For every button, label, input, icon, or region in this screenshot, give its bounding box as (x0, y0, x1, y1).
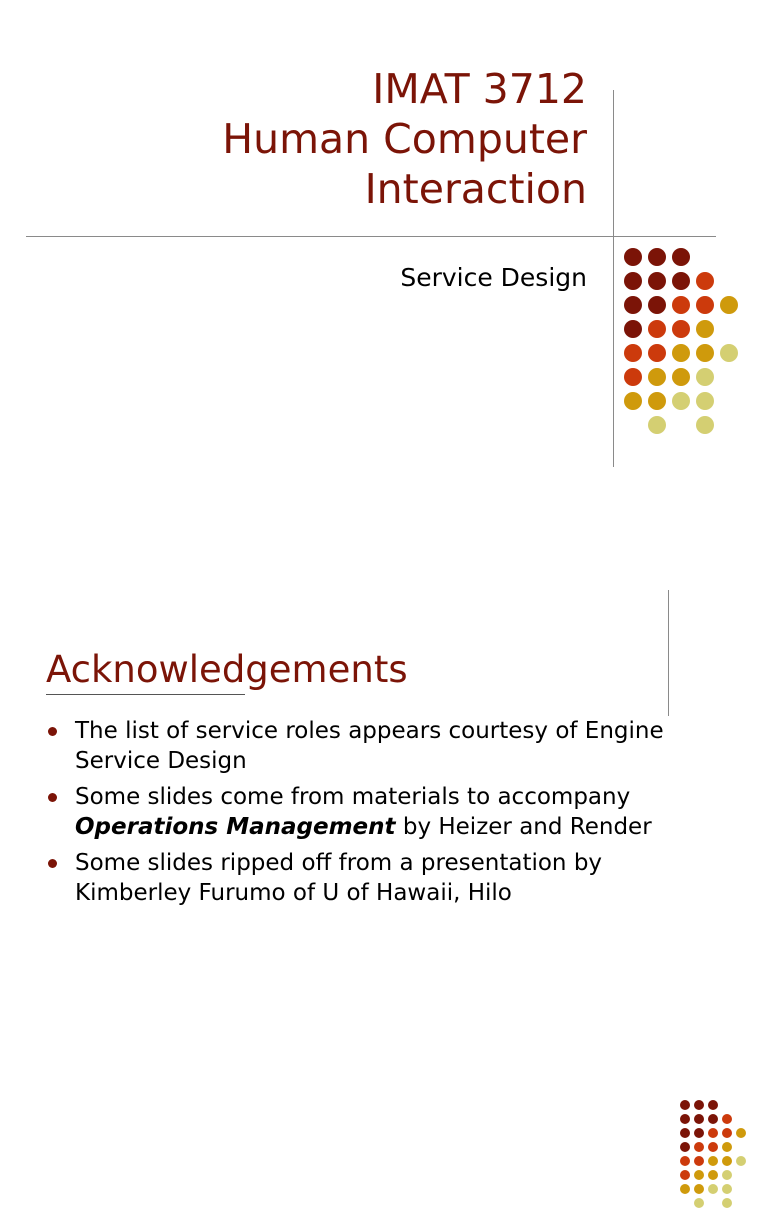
dot-grid-decoration (624, 248, 744, 438)
slide-heading: Acknowledgements (46, 648, 408, 691)
decorative-dot (708, 1156, 718, 1166)
decorative-dot (696, 416, 714, 434)
decorative-dot (696, 272, 714, 290)
decorative-dot (696, 344, 714, 362)
decorative-dot (708, 1128, 718, 1138)
decorative-dot (680, 1128, 690, 1138)
decorative-dot (648, 416, 666, 434)
bullet-text-line: Some slides come from materials to accompany (75, 784, 631, 810)
decorative-dot (694, 1156, 704, 1166)
heading-underline (46, 694, 245, 695)
decorative-dot (694, 1128, 704, 1138)
vertical-divider (613, 90, 614, 467)
bullet-text-line: Service Design (75, 748, 247, 774)
decorative-dot (720, 296, 738, 314)
decorative-dot (736, 1156, 746, 1166)
title-slide (0, 0, 768, 512)
decorative-dot (722, 1184, 732, 1194)
decorative-dot (672, 272, 690, 290)
decorative-dot (672, 320, 690, 338)
acknowledgements-slide (0, 512, 768, 1024)
decorative-dot (624, 368, 642, 386)
bullet-icon (48, 859, 57, 868)
decorative-dot (694, 1170, 704, 1180)
bullet-text-line: Kimberley Furumo of U of Hawaii, Hilo (75, 880, 512, 906)
decorative-dot (648, 248, 666, 266)
title-line-course-name-1: Human Computer (222, 115, 587, 163)
decorative-dot (708, 1100, 718, 1110)
title-line-course-name-2: Interaction (364, 165, 587, 213)
decorative-dot (672, 392, 690, 410)
decorative-dot (708, 1184, 718, 1194)
decorative-dot (680, 1170, 690, 1180)
decorative-dot (648, 272, 666, 290)
decorative-dot (680, 1100, 690, 1110)
bullet-text-line: The list of service roles appears courtesy of Engine (75, 718, 664, 744)
decorative-dot (648, 296, 666, 314)
decorative-dot (672, 248, 690, 266)
bullet-icon (48, 727, 57, 736)
decorative-dot (722, 1198, 732, 1208)
decorative-dot (722, 1114, 732, 1124)
decorative-dot (694, 1114, 704, 1124)
decorative-dot (696, 320, 714, 338)
list-item (46, 716, 746, 776)
decorative-dot (722, 1142, 732, 1152)
decorative-dot (694, 1142, 704, 1152)
slide-subtitle: Service Design (400, 263, 587, 292)
decorative-dot (624, 248, 642, 266)
decorative-dot (680, 1142, 690, 1152)
bullet-icon (48, 793, 57, 802)
decorative-dot (722, 1170, 732, 1180)
bullet-text-rest: by Heizer and Render (395, 814, 652, 840)
decorative-dot (680, 1114, 690, 1124)
vertical-divider (668, 590, 669, 716)
slide-title (222, 64, 587, 214)
decorative-dot (694, 1198, 704, 1208)
decorative-dot (672, 296, 690, 314)
decorative-dot (696, 296, 714, 314)
decorative-dot (694, 1100, 704, 1110)
decorative-dot (708, 1142, 718, 1152)
bullet-text-line (75, 812, 746, 842)
decorative-dot (696, 392, 714, 410)
list-item (46, 848, 746, 908)
decorative-dot (648, 320, 666, 338)
decorative-dot (648, 392, 666, 410)
decorative-dot (708, 1170, 718, 1180)
decorative-dot (680, 1184, 690, 1194)
bullet-text-line: Some slides ripped off from a presentation by (75, 850, 603, 876)
decorative-dot (672, 344, 690, 362)
decorative-dot (680, 1156, 690, 1166)
bullet-list (46, 716, 746, 914)
decorative-dot (624, 344, 642, 362)
decorative-dot (694, 1184, 704, 1194)
decorative-dot (624, 296, 642, 314)
decorative-dot (696, 368, 714, 386)
dot-grid-decoration (680, 1100, 760, 1210)
decorative-dot (720, 344, 738, 362)
list-item (46, 782, 746, 842)
decorative-dot (648, 344, 666, 362)
decorative-dot (624, 272, 642, 290)
decorative-dot (722, 1156, 732, 1166)
decorative-dot (648, 368, 666, 386)
title-line-course-code: IMAT 3712 (372, 65, 587, 113)
decorative-dot (672, 368, 690, 386)
decorative-dot (736, 1128, 746, 1138)
decorative-dot (708, 1114, 718, 1124)
book-title: Operations Management (75, 814, 396, 840)
decorative-dot (624, 392, 642, 410)
decorative-dot (722, 1128, 732, 1138)
decorative-dot (624, 320, 642, 338)
